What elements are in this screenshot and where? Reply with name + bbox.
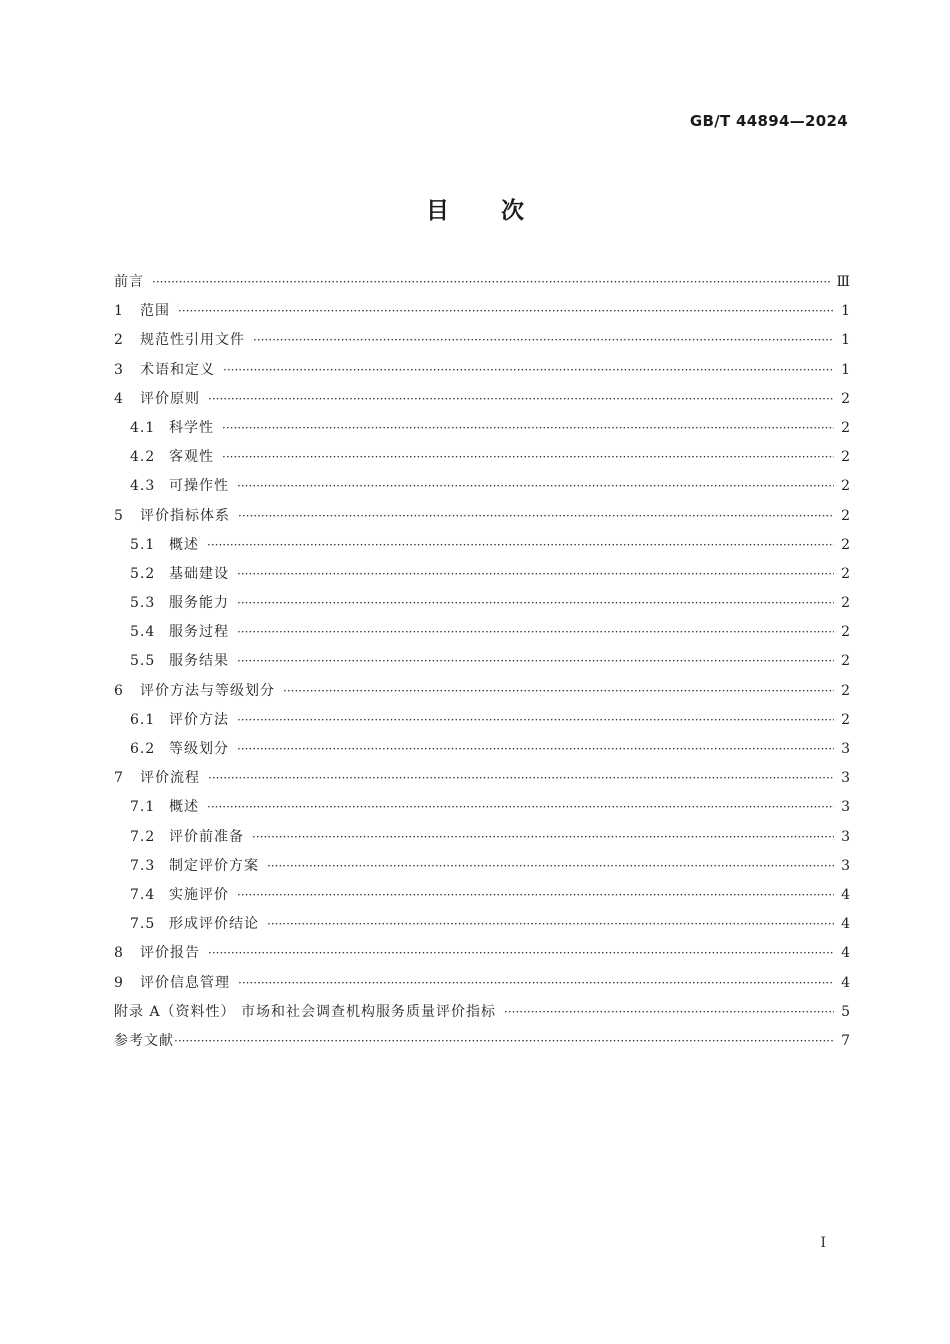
toc-entry[interactable]: [114, 910, 850, 939]
toc-dot-leader: [208, 385, 834, 414]
page-title: [0, 192, 950, 225]
toc-entry-page: 2: [841, 390, 850, 407]
toc-entry[interactable]: [114, 385, 850, 414]
toc-entry-page: 4: [841, 974, 850, 991]
toc-entry-label: 附录 A（资料性） 市场和社会调查机构服务质量评价指标: [114, 1003, 497, 1020]
toc-entry-number: 6: [114, 682, 124, 699]
toc-dot-leader: [504, 998, 834, 1027]
toc-dot-leader: [237, 735, 834, 764]
toc-dot-leader: [207, 531, 834, 560]
toc-entry[interactable]: [114, 618, 850, 647]
toc-dot-leader: [152, 268, 830, 297]
toc-entry[interactable]: [114, 969, 850, 998]
toc-entry-page: 2: [841, 711, 850, 728]
standard-code: GB/T 44894—2024: [689, 112, 848, 130]
toc-dot-leader: [174, 1027, 834, 1056]
toc-entry-page: 1: [841, 332, 850, 349]
toc-entry-page: 4: [841, 945, 850, 962]
toc-entry-page: 2: [841, 449, 850, 466]
page-title-char-1: 目: [426, 198, 449, 224]
toc-entry-label: 服务过程: [169, 624, 229, 641]
toc-dot-leader: [207, 793, 834, 822]
toc-entry-number: 4: [114, 390, 124, 407]
toc-entry-label: 可操作性: [169, 478, 229, 495]
toc-entry-label: 制定评价方案: [169, 857, 259, 874]
toc-dot-leader: [253, 326, 834, 355]
page-title-char-2: 次: [501, 198, 524, 224]
toc-entry-page: 4: [841, 886, 850, 903]
toc-entry[interactable]: [114, 764, 850, 793]
toc-entry-page: 2: [841, 624, 850, 641]
toc-entry[interactable]: [114, 502, 850, 531]
toc-entry-label: 评价流程: [140, 770, 200, 787]
toc-entry[interactable]: [114, 268, 850, 297]
toc-entry-label: 评价方法与等级划分: [140, 682, 275, 699]
toc-entry-page: 3: [841, 799, 850, 816]
toc-entry-number: 5.2: [130, 565, 156, 582]
toc-entry-label: 概述: [169, 799, 199, 816]
toc-dot-leader: [178, 297, 834, 326]
toc-dot-leader: [237, 472, 834, 501]
toc-entry-page: 3: [841, 857, 850, 874]
toc-entry-page: 3: [841, 741, 850, 757]
toc-entry-number: 5.1: [130, 536, 156, 553]
toc-dot-leader: [222, 414, 834, 443]
toc-entry-number: 3: [114, 361, 124, 378]
toc-entry-label: 等级划分: [169, 741, 229, 757]
toc-entry-label: 实施评价: [169, 886, 229, 903]
toc-entry[interactable]: [114, 356, 850, 385]
toc-entry-label: 评价原则: [140, 390, 200, 407]
toc-entry-label: 服务结果: [169, 653, 229, 670]
toc-dot-leader: [208, 939, 834, 968]
toc-entry-page: 2: [841, 507, 850, 524]
toc-dot-leader: [237, 647, 834, 676]
toc-entry-number: 6.1: [130, 711, 156, 728]
toc-entry-page: 2: [841, 478, 850, 495]
toc-entry-label: 评价报告: [140, 945, 200, 962]
toc-entry-number: 2: [114, 332, 124, 349]
toc-entry-number: 4.1: [130, 419, 156, 436]
toc-entry-number: 7.4: [130, 886, 156, 903]
toc-entry-page: 2: [841, 565, 850, 582]
toc-entry-label: 形成评价结论: [169, 916, 259, 933]
toc-entry-label: 客观性: [169, 449, 214, 466]
toc-entry-number: 5.4: [130, 624, 156, 641]
toc-entry[interactable]: [114, 472, 850, 501]
page-number: I: [820, 1235, 826, 1251]
toc-entry-page: 1: [841, 303, 850, 320]
toc-entry-number: 5.3: [130, 595, 156, 612]
toc-entry-number: 7.1: [130, 799, 156, 816]
toc-entry-page: 5: [841, 1003, 850, 1020]
toc-entry-page: 4: [841, 916, 850, 933]
toc-entry-label: 评价前准备: [169, 828, 244, 845]
toc-entry[interactable]: [114, 881, 850, 910]
toc-dot-leader: [237, 881, 834, 910]
toc-entry-number: 6.2: [130, 741, 156, 757]
toc-dot-leader: [238, 969, 834, 998]
toc-dot-leader: [252, 823, 834, 852]
toc-dot-leader: [238, 502, 834, 531]
toc-entry[interactable]: [114, 297, 850, 326]
toc-entry-number: 5: [114, 507, 124, 524]
toc-entry-page: 3: [841, 770, 850, 787]
toc-dot-leader: [223, 356, 834, 385]
toc-entry-number: 1: [114, 303, 124, 320]
toc-entry-number: 7.5: [130, 916, 156, 933]
toc-entry-number: 7.3: [130, 857, 156, 874]
toc-entry-label: 评价信息管理: [140, 974, 230, 991]
toc-entry-page: Ⅲ: [836, 274, 850, 290]
toc-entry-number: 9: [114, 974, 124, 991]
toc-dot-leader: [283, 677, 834, 706]
toc-entry[interactable]: [114, 852, 850, 881]
toc-entry-number: 8: [114, 945, 124, 962]
toc-entry[interactable]: [114, 1027, 850, 1056]
toc-entry-page: 3: [841, 828, 850, 845]
toc-entry-label: 规范性引用文件: [140, 332, 245, 349]
toc-entry-label: 参考文献: [114, 1032, 174, 1049]
toc-entry-label: 科学性: [169, 419, 214, 436]
toc-entry-label: 前言: [114, 274, 144, 290]
toc-entry-number: 7: [114, 770, 124, 787]
toc-dot-leader: [237, 618, 834, 647]
toc-entry[interactable]: [114, 793, 850, 822]
toc-dot-leader: [208, 764, 834, 793]
toc-entry[interactable]: [114, 706, 850, 735]
toc-entry[interactable]: [114, 560, 850, 589]
toc-entry[interactable]: [114, 443, 850, 472]
toc-entry-page: 7: [841, 1032, 850, 1049]
toc-entry[interactable]: [114, 589, 850, 618]
toc-entry[interactable]: [114, 647, 850, 676]
toc-entry-number: 5.5: [130, 653, 156, 670]
toc-dot-leader: [237, 589, 834, 618]
toc-entry-number: 4.3: [130, 478, 156, 495]
toc-dot-leader: [222, 443, 834, 472]
toc-entry-page: 2: [841, 595, 850, 612]
toc-entry[interactable]: [114, 677, 850, 706]
toc-entry-number: 7.2: [130, 828, 156, 845]
toc-entry-page: 2: [841, 419, 850, 436]
toc-entry-label: 服务能力: [169, 595, 229, 612]
toc-entry-page: 2: [841, 536, 850, 553]
toc-entry[interactable]: [114, 823, 850, 852]
toc-entry-label: 评价方法: [169, 711, 229, 728]
toc-entry[interactable]: [114, 735, 850, 764]
toc-entry-page: 1: [841, 361, 850, 378]
toc-dot-leader: [267, 910, 834, 939]
toc-entry-page: 2: [841, 653, 850, 670]
toc-dot-leader: [237, 706, 834, 735]
toc-entry[interactable]: [114, 998, 850, 1027]
toc-entry-page: 2: [841, 682, 850, 699]
toc-entry-label: 术语和定义: [140, 361, 215, 378]
toc-entry-label: 概述: [169, 536, 199, 553]
toc-entry-label: 基础建设: [169, 565, 229, 582]
toc-entry[interactable]: [114, 326, 850, 355]
toc-dot-leader: [237, 560, 834, 589]
toc-entry[interactable]: [114, 939, 850, 968]
toc-entry-number: 4.2: [130, 449, 156, 466]
toc-dot-leader: [267, 852, 834, 881]
toc-entry[interactable]: [114, 414, 850, 443]
toc-entry-label: 范围: [140, 303, 170, 320]
table-of-contents: [114, 268, 850, 1056]
toc-entry-label: 评价指标体系: [140, 507, 230, 524]
toc-entry[interactable]: [114, 531, 850, 560]
